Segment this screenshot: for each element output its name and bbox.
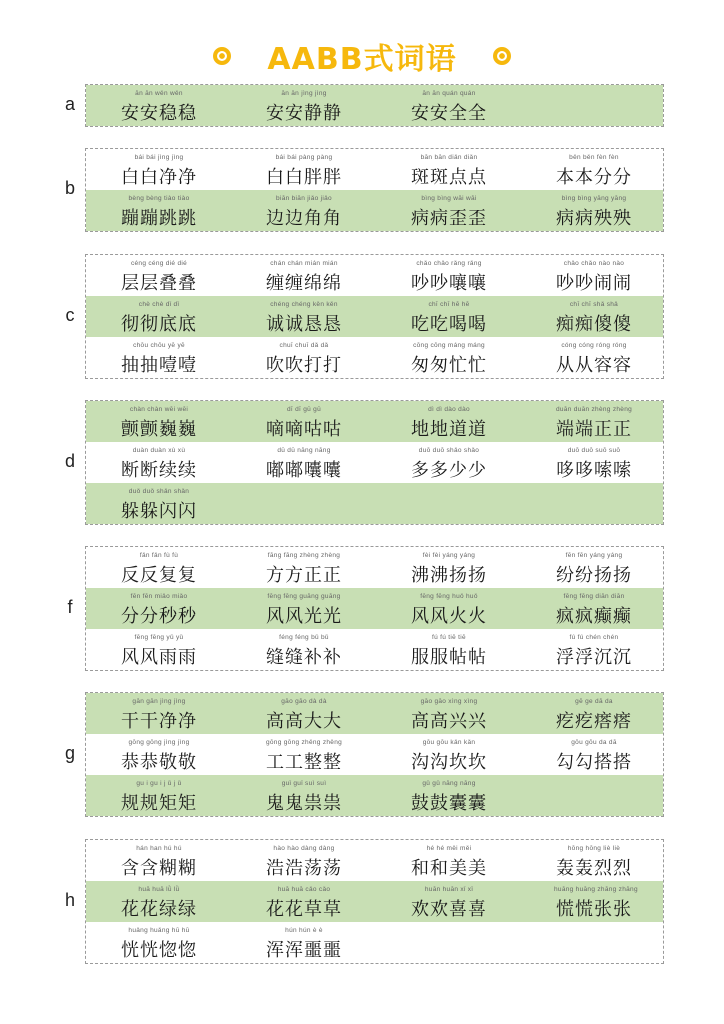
hanzi-text: 层层叠叠 xyxy=(121,273,197,294)
pinyin-text: fāng fāng zhèng zhèng xyxy=(267,552,341,559)
hanzi-text: 白白胖胖 xyxy=(266,167,342,188)
word-item xyxy=(264,401,394,442)
word-item xyxy=(119,734,249,775)
word-row xyxy=(86,734,663,775)
pinyin-text: féng féng bǔ bǔ xyxy=(279,634,329,641)
word-item xyxy=(264,442,394,483)
word-row xyxy=(86,922,663,963)
pinyin-text: bìng bìng yāng yāng xyxy=(561,195,627,202)
hanzi-text: 浮浮沉沉 xyxy=(556,647,632,668)
pinyin-text: huǎng huǎng hū hū xyxy=(128,927,190,934)
pinyin-text: huā huā cǎo cǎo xyxy=(277,886,331,893)
word-item xyxy=(119,693,249,734)
pinyin-text: huāng huāng zhāng zhāng xyxy=(554,886,638,893)
word-item xyxy=(409,401,539,442)
hanzi-text: 慌慌张张 xyxy=(556,899,632,920)
word-item xyxy=(554,881,684,922)
pinyin-text: gē ge dā da xyxy=(575,698,613,705)
word-item xyxy=(554,190,684,231)
hanzi-text: 干干净净 xyxy=(121,711,197,732)
word-item xyxy=(119,629,249,670)
hanzi-text: 花花草草 xyxy=(266,899,342,920)
decorative-ring-icon-right xyxy=(493,47,511,65)
hanzi-text: 安安全全 xyxy=(411,103,487,124)
page-header xyxy=(0,34,724,78)
pinyin-text: gu i gu i j ǔ j ǔ xyxy=(136,780,182,787)
pinyin-text: fēng fēng diān diān xyxy=(563,593,625,600)
decorative-ring-icon-left xyxy=(213,47,231,65)
word-row xyxy=(86,442,663,483)
section-letter-label: g xyxy=(64,742,75,763)
word-item xyxy=(264,840,394,881)
pinyin-text: fēng fēng guāng guāng xyxy=(267,593,341,600)
word-item xyxy=(119,442,249,483)
pinyin-text: chàn chàn wēi wēi xyxy=(129,406,189,413)
hanzi-text: 彻彻底底 xyxy=(121,314,197,335)
word-item xyxy=(119,483,249,524)
hanzi-text: 规规矩矩 xyxy=(121,793,197,814)
word-item xyxy=(409,840,539,881)
hanzi-text: 鼓鼓囊囊 xyxy=(411,793,487,814)
pinyin-text: dū dū nāng nāng xyxy=(277,447,331,454)
word-item xyxy=(409,255,539,296)
hanzi-text: 诚诚恳恳 xyxy=(266,314,342,335)
word-item xyxy=(264,588,394,629)
hanzi-text: 地地道道 xyxy=(411,419,487,440)
word-row xyxy=(86,629,663,670)
pinyin-text: gǔ gǔ nāng nāng xyxy=(422,780,476,787)
word-row xyxy=(86,775,663,816)
pinyin-text: céng céng dié dié xyxy=(130,260,188,267)
word-item xyxy=(264,255,394,296)
hanzi-text: 风风光光 xyxy=(266,606,342,627)
word-item xyxy=(409,693,539,734)
word-item xyxy=(119,255,249,296)
word-item xyxy=(119,840,249,881)
hanzi-text: 和和美美 xyxy=(411,858,487,879)
hanzi-text: 沸沸扬扬 xyxy=(411,565,487,586)
word-item xyxy=(554,337,684,378)
hanzi-text: 抽抽噎噎 xyxy=(121,355,197,376)
pinyin-text: hé hé měi měi xyxy=(426,845,472,852)
hanzi-text: 含含糊糊 xyxy=(121,858,197,879)
section-d xyxy=(85,400,664,525)
pinyin-text: fú fú tiē tiē xyxy=(432,634,466,641)
hanzi-text: 病病歪歪 xyxy=(411,208,487,229)
word-item xyxy=(264,190,394,231)
pinyin-text: cōng cōng máng máng xyxy=(413,342,485,349)
pinyin-text: běn běn fèn fèn xyxy=(569,154,619,161)
word-item xyxy=(119,85,249,126)
pinyin-text: chī chī hē hē xyxy=(428,301,470,308)
word-item xyxy=(264,149,394,190)
hanzi-text: 反反复复 xyxy=(121,565,197,586)
word-row xyxy=(86,401,663,442)
pinyin-text: ān ān jìng jìng xyxy=(281,90,327,97)
pinyin-text: ān ān wěn wěn xyxy=(135,90,183,97)
pinyin-text: gān gān jìng jìng xyxy=(132,698,186,705)
word-row xyxy=(86,149,663,190)
word-row xyxy=(86,255,663,296)
word-item xyxy=(554,734,684,775)
word-row xyxy=(86,881,663,922)
word-item xyxy=(554,588,684,629)
hanzi-text: 躲躲闪闪 xyxy=(121,501,197,522)
pinyin-text: cóng cóng róng róng xyxy=(561,342,627,349)
pinyin-text: gōu gōu da dā xyxy=(571,739,617,746)
word-item xyxy=(409,190,539,231)
word-item xyxy=(264,922,394,963)
hanzi-text: 轰轰烈烈 xyxy=(556,858,632,879)
hanzi-text: 恭恭敬敬 xyxy=(121,752,197,773)
pinyin-text: fǎn fǎn fù fù xyxy=(139,552,179,559)
hanzi-text: 蹦蹦跳跳 xyxy=(121,208,197,229)
pinyin-text: chī chī shǎ shǎ xyxy=(569,301,619,308)
word-row xyxy=(86,840,663,881)
word-item xyxy=(119,149,249,190)
hanzi-text: 嘟嘟囔囔 xyxy=(266,460,342,481)
pinyin-text: duǒ duǒ shǎn shǎn xyxy=(128,488,190,495)
word-item xyxy=(264,881,394,922)
section-letter-label: c xyxy=(65,304,75,325)
hanzi-text: 斑斑点点 xyxy=(411,167,487,188)
hanzi-text: 嘀嘀咕咕 xyxy=(266,419,342,440)
hanzi-text: 浩浩荡荡 xyxy=(266,858,342,879)
pinyin-text: biān biān jiǎo jiǎo xyxy=(276,195,332,202)
word-item xyxy=(409,547,539,588)
word-item xyxy=(409,629,539,670)
hanzi-text: 沟沟坎坎 xyxy=(411,752,487,773)
pinyin-text: duàn duàn xù xù xyxy=(132,447,186,454)
pinyin-text: chéng chéng kěn kěn xyxy=(270,301,338,308)
hanzi-text: 恍恍惚惚 xyxy=(121,940,197,961)
hanzi-text: 白白净净 xyxy=(121,167,197,188)
pinyin-text: bái bái pàng pàng xyxy=(275,154,333,161)
hanzi-text: 哆哆嗦嗦 xyxy=(556,460,632,481)
word-item xyxy=(409,149,539,190)
hanzi-text: 吹吹打打 xyxy=(266,355,342,376)
word-item xyxy=(409,85,539,126)
section-letter-label: b xyxy=(64,178,75,198)
pinyin-text: fú fú chén chén xyxy=(569,634,619,641)
pinyin-text: dì dì dào dào xyxy=(428,406,470,413)
word-item xyxy=(119,190,249,231)
hanzi-text: 匆匆忙忙 xyxy=(411,355,487,376)
section-f xyxy=(85,546,664,671)
word-item xyxy=(264,337,394,378)
pinyin-text: chuī chuī dǎ dǎ xyxy=(279,342,329,349)
pinyin-text: hán han hú hú xyxy=(136,845,182,852)
hanzi-text: 安安静静 xyxy=(266,103,342,124)
pinyin-text: gōng gōng jìng jìng xyxy=(128,739,190,746)
pinyin-text: chè chè dǐ dǐ xyxy=(138,301,180,308)
section-letter-label: f xyxy=(67,596,73,617)
hanzi-text: 断断续续 xyxy=(121,460,197,481)
section-b xyxy=(85,148,664,232)
pinyin-text: chán chán mián mián xyxy=(270,260,338,267)
hanzi-text: 缠缠绵绵 xyxy=(266,273,342,294)
word-item xyxy=(554,401,684,442)
word-item xyxy=(409,881,539,922)
hanzi-text: 欢欢喜喜 xyxy=(411,899,487,920)
pinyin-text: ān ān quán quán xyxy=(422,90,476,97)
word-item xyxy=(409,775,539,816)
word-item xyxy=(264,775,394,816)
word-item xyxy=(264,693,394,734)
hanzi-text: 本本分分 xyxy=(556,167,632,188)
hanzi-text: 疙疙瘩瘩 xyxy=(556,711,632,732)
hanzi-text: 疯疯癫癫 xyxy=(556,606,632,627)
word-item xyxy=(409,296,539,337)
word-item xyxy=(119,547,249,588)
word-row xyxy=(86,693,663,734)
word-item xyxy=(554,547,684,588)
hanzi-text: 痴痴傻傻 xyxy=(556,314,632,335)
section-letter-label: h xyxy=(64,889,75,910)
pinyin-text: gāo gāo dà dà xyxy=(281,698,327,705)
word-row xyxy=(86,190,663,231)
hanzi-text: 病病殃殃 xyxy=(556,208,632,229)
word-item xyxy=(554,296,684,337)
word-item xyxy=(554,840,684,881)
word-item xyxy=(264,85,394,126)
pinyin-text: chǎo chǎo rǎng rǎng xyxy=(416,260,482,267)
word-item xyxy=(119,922,249,963)
word-item xyxy=(119,401,249,442)
pinyin-text: hōng hōng liè liè xyxy=(567,845,621,852)
pinyin-text: hào hào dàng dàng xyxy=(273,845,335,852)
word-item xyxy=(554,693,684,734)
word-item xyxy=(119,775,249,816)
pinyin-text: fèi fèi yáng yáng xyxy=(422,552,476,559)
word-row xyxy=(86,85,663,126)
word-item xyxy=(554,442,684,483)
pinyin-text: gōng gōng zhěng zhěng xyxy=(265,739,343,746)
pinyin-text: chōu chōu yē yē xyxy=(133,342,185,349)
hanzi-text: 吵吵嚷嚷 xyxy=(411,273,487,294)
section-letter-label: a xyxy=(64,93,75,114)
word-item xyxy=(554,149,684,190)
pinyin-text: fēn fēn yáng yáng xyxy=(565,552,623,559)
word-row xyxy=(86,337,663,378)
pinyin-text: dī dī gū gū xyxy=(286,406,322,413)
hanzi-text: 颤颤巍巍 xyxy=(121,419,197,440)
section-c xyxy=(85,254,664,379)
pinyin-text: gōu gōu kǎn kǎn xyxy=(422,739,476,746)
word-row xyxy=(86,483,663,524)
word-item xyxy=(264,296,394,337)
word-item xyxy=(409,337,539,378)
word-item xyxy=(119,296,249,337)
pinyin-text: bìng bìng wāi wāi xyxy=(421,195,477,202)
hanzi-text: 高高大大 xyxy=(266,711,342,732)
word-item xyxy=(409,588,539,629)
hanzi-text: 风风火火 xyxy=(411,606,487,627)
hanzi-text: 从从容容 xyxy=(556,355,632,376)
word-item xyxy=(119,337,249,378)
pinyin-text: fēng fēng yǔ yǔ xyxy=(134,634,184,641)
hanzi-text: 工工整整 xyxy=(266,752,342,773)
hanzi-text: 安安稳稳 xyxy=(121,103,197,124)
hanzi-text: 分分秒秒 xyxy=(121,606,197,627)
hanzi-text: 高高兴兴 xyxy=(411,711,487,732)
pinyin-text: hún hún è è xyxy=(285,927,323,934)
word-item xyxy=(264,547,394,588)
hanzi-text: 风风雨雨 xyxy=(121,647,197,668)
word-item xyxy=(409,442,539,483)
word-row xyxy=(86,296,663,337)
word-item xyxy=(554,255,684,296)
hanzi-text: 方方正正 xyxy=(266,565,342,586)
section-a xyxy=(85,84,664,127)
hanzi-text: 吵吵闹闹 xyxy=(556,273,632,294)
pinyin-text: fēn fēn miǎo miǎo xyxy=(130,593,188,600)
pinyin-text: gāo gāo xìng xìng xyxy=(420,698,478,705)
hanzi-text: 勾勾搭搭 xyxy=(556,752,632,773)
hanzi-text: 边边角角 xyxy=(266,208,342,229)
word-row xyxy=(86,588,663,629)
hanzi-text: 鬼鬼祟祟 xyxy=(266,793,342,814)
word-item xyxy=(264,629,394,670)
pinyin-text: chǎo chǎo nào nào xyxy=(563,260,625,267)
hanzi-text: 服服帖帖 xyxy=(411,647,487,668)
pinyin-text: duō duō suō suō xyxy=(567,447,621,454)
word-item xyxy=(119,881,249,922)
word-row xyxy=(86,547,663,588)
hanzi-text: 纷纷扬扬 xyxy=(556,565,632,586)
pinyin-text: duō duō shǎo shǎo xyxy=(418,447,480,454)
section-h xyxy=(85,839,664,964)
section-letter-label: d xyxy=(64,450,75,471)
page-title: AABB式词语 xyxy=(267,42,457,77)
hanzi-text: 缝缝补补 xyxy=(266,647,342,668)
hanzi-text: 多多少少 xyxy=(411,460,487,481)
hanzi-text: 吃吃喝喝 xyxy=(411,314,487,335)
section-g xyxy=(85,692,664,817)
pinyin-text: bái bái jìng jìng xyxy=(134,154,184,161)
pinyin-text: fēng fēng huǒ huǒ xyxy=(420,593,478,600)
hanzi-text: 浑浑噩噩 xyxy=(266,940,342,961)
hanzi-text: 花花绿绿 xyxy=(121,899,197,920)
word-item xyxy=(409,734,539,775)
word-item xyxy=(264,734,394,775)
pinyin-text: guǐ guǐ suì suì xyxy=(281,780,327,787)
pinyin-text: bèng bèng tiào tiào xyxy=(128,195,190,202)
hanzi-text: 端端正正 xyxy=(556,419,632,440)
pinyin-text: huān huān xǐ xǐ xyxy=(424,886,474,893)
pinyin-text: duān duān zhèng zhèng xyxy=(555,406,633,413)
word-item xyxy=(554,629,684,670)
pinyin-text: bān bān diǎn diǎn xyxy=(420,154,478,161)
word-item xyxy=(119,588,249,629)
pinyin-text: huā huā lǜ lǜ xyxy=(138,886,180,893)
